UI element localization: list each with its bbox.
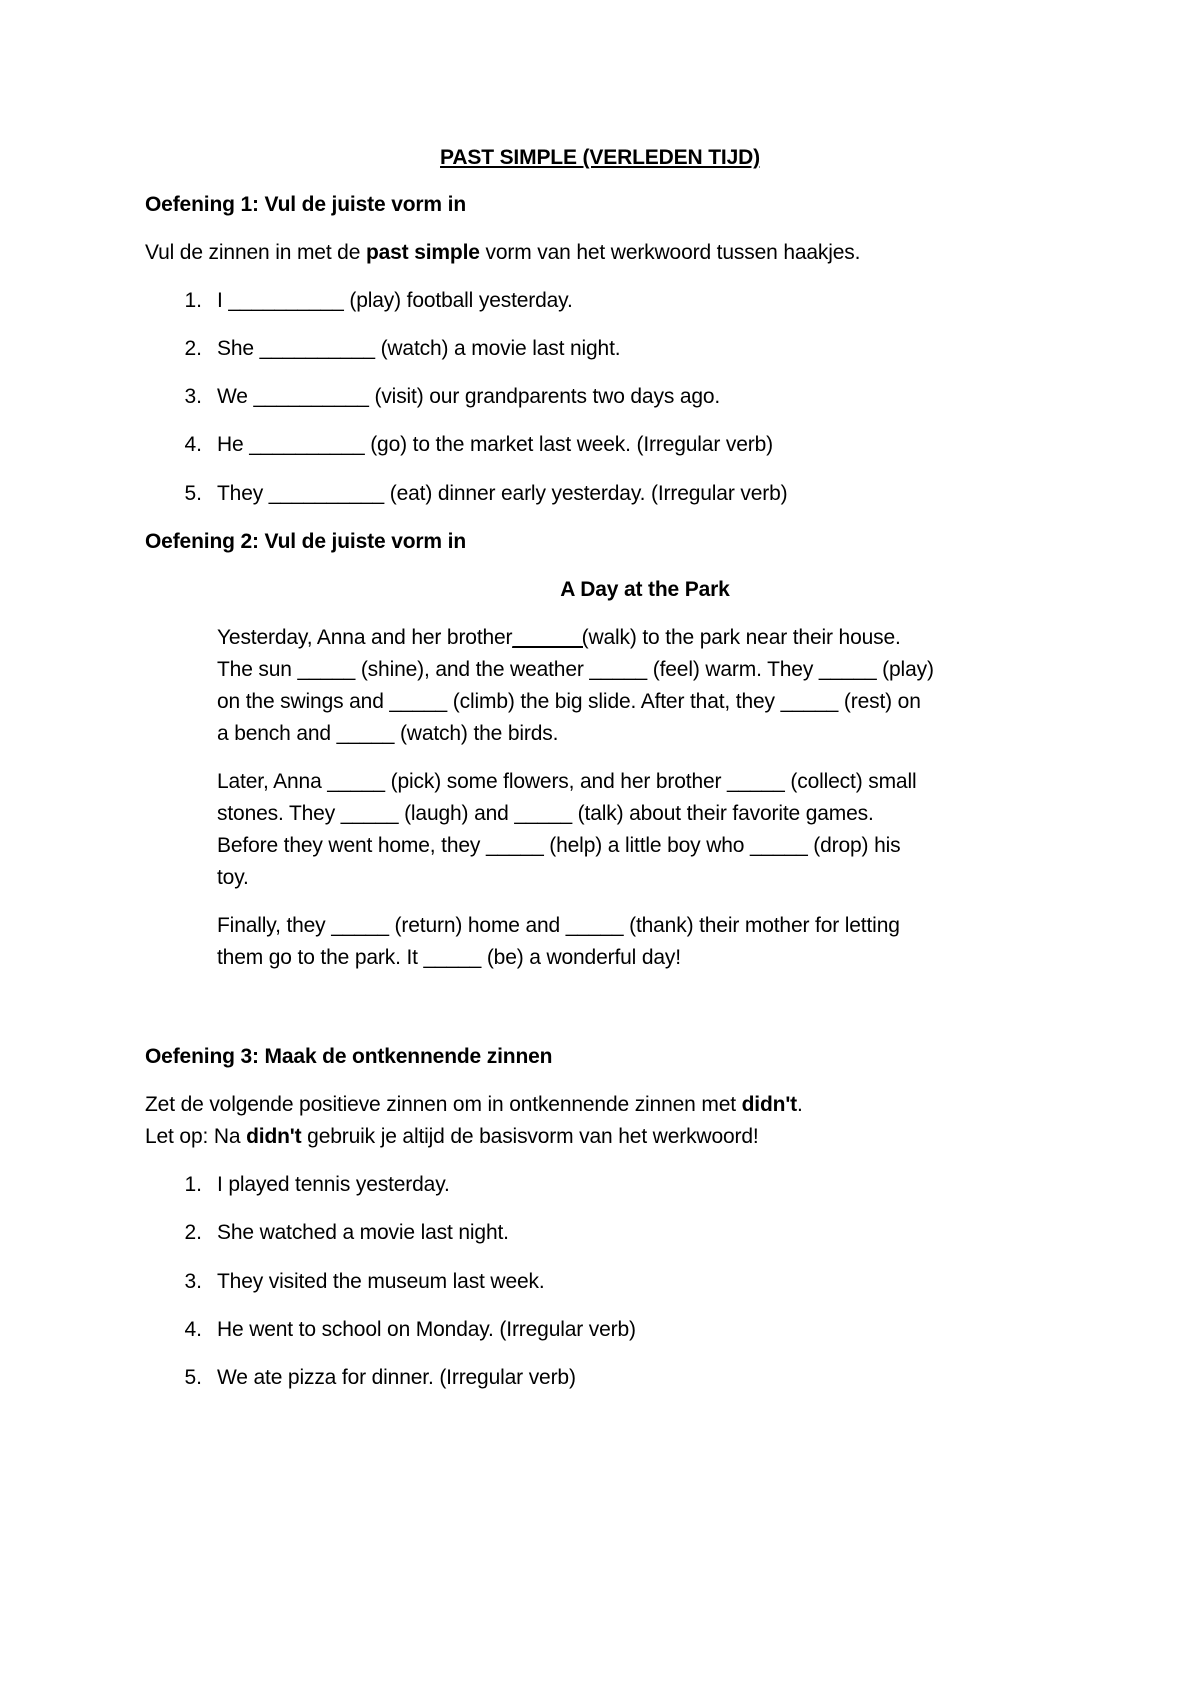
- item-number: 1.: [184, 289, 202, 312]
- story-line: The sun _____ (shine), and the weather _____ (feel) warm. They _____ (play): [217, 658, 934, 681]
- underlined-blank: ______(: [512, 626, 589, 649]
- item-number: 3.: [184, 1270, 202, 1293]
- item-number: 4.: [184, 1318, 202, 1341]
- exercise-3-item: We ate pizza for dinner. (Irregular verb): [217, 1366, 576, 1389]
- story-text: Yesterday, Anna and her brother: [217, 626, 513, 649]
- exercise-2-heading: Oefening 2: Vul de juiste vorm in: [145, 530, 466, 553]
- item-number: 2.: [184, 337, 202, 360]
- exercise-3-item: She watched a movie last night.: [217, 1221, 509, 1244]
- exercise-1-instruction: [145, 241, 860, 265]
- story-line: them go to the park. It _____ (be) a wonderful day!: [217, 946, 681, 969]
- exercise-1-item: They __________ (eat) dinner early yesterday. (Irregular verb): [217, 482, 788, 505]
- exercise-3-item: They visited the museum last week.: [217, 1270, 545, 1293]
- exercise-3-item: He went to school on Monday. (Irregular verb): [217, 1318, 636, 1341]
- item-number: 5.: [184, 482, 202, 505]
- exercise-1-heading: Oefening 1: Vul de juiste vorm in: [145, 193, 466, 216]
- exercise-1-item: We __________ (visit) our grandparents two days ago.: [217, 385, 721, 408]
- instruction-bold: didn't: [246, 1125, 302, 1148]
- instruction-text: vorm van het werkwoord tussen haakjes.: [479, 241, 861, 264]
- item-number: 2.: [184, 1221, 202, 1244]
- page-title: PAST SIMPLE (VERLEDEN TIJD): [440, 146, 760, 169]
- item-number: 4.: [184, 433, 202, 456]
- story-line: a bench and _____ (watch) the birds.: [217, 722, 559, 745]
- story-line: Before they went home, they _____ (help) a little boy who _____ (drop) his: [217, 834, 901, 857]
- story-text: walk) to the park near their house.: [588, 626, 901, 649]
- instruction-text: Vul de zinnen in met de: [145, 241, 366, 264]
- story-line: Later, Anna _____ (pick) some flowers, and her brother _____ (collect) small: [217, 770, 917, 793]
- item-number: 5.: [184, 1366, 202, 1389]
- story-line: [217, 626, 901, 650]
- exercise-1-item: I __________ (play) football yesterday.: [217, 289, 573, 312]
- instruction-text: .: [797, 1093, 803, 1116]
- exercise-3-heading: Oefening 3: Maak de ontkennende zinnen: [145, 1045, 553, 1068]
- story-title: A Day at the Park: [560, 578, 730, 601]
- instruction-text: Zet de volgende positieve zinnen om in ontkennende zinnen met: [145, 1093, 742, 1116]
- exercise-3-instruction: [145, 1093, 803, 1117]
- exercise-3-item: I played tennis yesterday.: [217, 1173, 450, 1196]
- exercise-3-note: [145, 1125, 759, 1149]
- instruction-text: gebruik je altijd de basisvorm van het werkwoord!: [301, 1125, 759, 1148]
- story-line: stones. They _____ (laugh) and _____ (talk) about their favorite games.: [217, 802, 874, 825]
- instruction-text: Let op: Na: [145, 1125, 247, 1148]
- instruction-bold: didn't: [741, 1093, 798, 1116]
- story-line: Finally, they _____ (return) home and _____ (thank) their mother for letting: [217, 914, 900, 937]
- item-number: 3.: [184, 385, 202, 408]
- exercise-1-item: She __________ (watch) a movie last night.: [217, 337, 621, 360]
- item-number: 1.: [184, 1173, 202, 1196]
- instruction-bold: past simple: [365, 241, 480, 264]
- exercise-1-item: He __________ (go) to the market last week. (Irregular verb): [217, 433, 773, 456]
- story-line: toy.: [217, 866, 249, 889]
- story-line: on the swings and _____ (climb) the big slide. After that, they _____ (rest) on: [217, 690, 921, 713]
